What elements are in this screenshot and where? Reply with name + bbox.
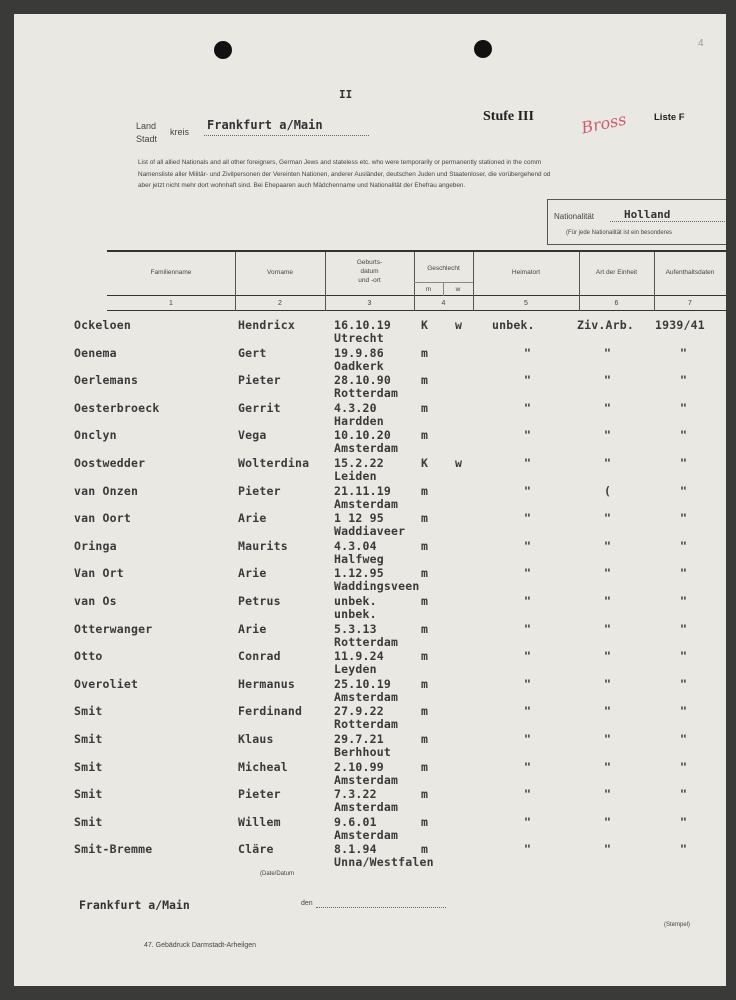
cell-heimatort: " [524, 649, 532, 664]
table-top-rule [107, 250, 726, 252]
page-mark: 4 [698, 38, 704, 49]
cell-aufenthaltsdaten: " [680, 594, 688, 608]
table-row [14, 594, 726, 621]
cell-sex-m: m [421, 483, 429, 498]
cell-vorname: Petrus [238, 594, 281, 608]
cell-sex-m: m [421, 704, 429, 719]
cell-art-der-einheit: " [604, 676, 612, 691]
cell-art-der-einheit: " [604, 400, 612, 415]
liste-label: Liste F [654, 112, 685, 123]
cell-sex-m: m [421, 511, 429, 526]
punch-hole-left [214, 41, 232, 59]
cell-familienname: Otterwanger [74, 621, 153, 636]
table-row [14, 318, 726, 345]
nationality-note: (Für jede Nationalität ist ein besonderes [566, 230, 673, 236]
cell-art-der-einheit: " [604, 787, 612, 802]
cell-vorname: Willem [238, 814, 281, 829]
cell-familienname: Smit [74, 814, 103, 829]
printer-note: 47. Gebädruck Darmstadt-Arheilgen [144, 942, 257, 949]
cell-vorname: Wolterdina [238, 456, 310, 470]
cell-familienname: Smit [74, 759, 103, 774]
cell-art-der-einheit: " [604, 842, 612, 857]
cell-heimatort: " [524, 704, 532, 719]
cell-art-der-einheit: " [604, 345, 612, 360]
cell-sex-m: m [421, 676, 429, 691]
cell-heimatort: " [524, 759, 532, 774]
cell-heimatort: " [524, 345, 532, 360]
table-row [14, 566, 726, 593]
cell-art-der-einheit: " [604, 814, 612, 829]
kreis-value: Frankfurt a/Main [207, 118, 323, 132]
cell-aufenthaltsdaten: " [680, 345, 688, 360]
col-number: 1 [169, 300, 173, 307]
col-number: 2 [278, 300, 282, 307]
cell-familienname: Overoliet [74, 676, 139, 691]
cell-geburtsort: Amsterdam [334, 827, 399, 842]
cell-geburtsdatum: unbek. [334, 594, 377, 608]
cell-vorname: Micheal [238, 759, 288, 774]
header-art-der-einheit: Art der Einheit [595, 269, 638, 276]
col-number: 3 [367, 300, 372, 307]
cell-heimatort: " [524, 787, 532, 802]
cell-geburtsort: Leyden [334, 662, 377, 677]
table-row [14, 539, 726, 566]
nationality-box [547, 199, 726, 245]
cell-familienname: Oostwedder [74, 456, 146, 470]
cell-familienname: Smit [74, 787, 103, 802]
cell-art-der-einheit: " [604, 649, 612, 664]
instructions-text: List of all allied Nationals and all other foreigners, German Jews and stateless etc. who were temporarily or permanently stationed in the comm Namensliste aller Militär- und Zivilpersonen der Vereinten Nationen, anderer Ausländer, deutschen Juden und Staatenloser, die vorübergehend od aber jetzt nicht mehr dort wohnhaft sind. Bei Ehepaaren auch Mädchenname und Nationalität der Ehefrau angeben. [138, 159, 551, 189]
table-row [14, 649, 726, 676]
cell-aufenthaltsdaten: " [680, 842, 688, 857]
cell-geburtsort: Amsterdam [334, 496, 399, 511]
cell-geburtsdatum: 5.3.13 [334, 621, 377, 636]
cell-geburtsort: Berhhout [334, 745, 391, 759]
cell-sex-m: m [421, 538, 429, 553]
stempel-caption: (Stempel) [664, 922, 691, 928]
header-geburtsdatum: Geburts- datum und -ort [356, 259, 383, 284]
cell-familienname: Smit-Bremme [74, 842, 153, 857]
cell-heimatort: " [524, 842, 532, 857]
date-caption: (Date/Datum [260, 871, 295, 877]
cell-geburtsdatum: 8.1.94 [334, 842, 377, 857]
nationality-label: Nationalität [554, 212, 595, 221]
cell-heimatort: " [524, 511, 532, 526]
cell-heimatort: " [524, 483, 532, 498]
cell-sex-m: K [421, 456, 429, 470]
footer-place: Frankfurt a/Main [79, 898, 190, 912]
cell-geburtsort: Utrecht [334, 331, 384, 345]
header-rule [107, 295, 726, 296]
punch-hole-right [474, 40, 492, 58]
cell-sex-m: m [421, 373, 429, 388]
table-row [14, 401, 726, 428]
cell-sex-m: m [421, 621, 429, 636]
cell-aufenthaltsdaten: " [680, 566, 688, 581]
cell-heimatort: " [524, 400, 532, 415]
cell-art-der-einheit: " [604, 428, 612, 443]
header-heimatort: Heimatort [511, 269, 541, 276]
cell-geburtsort: Rotterdam [334, 386, 399, 401]
table-row [14, 346, 726, 373]
cell-art-der-einheit: " [604, 511, 612, 526]
cell-geburtsort: unbek. [334, 607, 377, 621]
cell-geburtsdatum: 11.9.24 [334, 649, 384, 664]
cell-geburtsdatum: 27.9.22 [334, 704, 384, 719]
cell-vorname: Arie [238, 511, 267, 526]
cell-vorname: Ferdinand [238, 704, 303, 719]
cell-geburtsdatum: 19.9.86 [334, 345, 384, 360]
cell-vorname: Arie [238, 621, 267, 636]
cell-geburtsort: Hardden [334, 413, 384, 428]
cell-vorname: Klaus [238, 732, 274, 746]
cell-heimatort: " [524, 538, 532, 553]
cell-sex-w: w [455, 456, 463, 470]
cell-geburtsdatum: 15.2.22 [334, 456, 384, 470]
land-stadt-label: Land Stadt [136, 121, 158, 144]
cell-aufenthaltsdaten: " [680, 704, 688, 719]
cell-art-der-einheit: Ziv.Arb. [577, 318, 634, 332]
kreis-label: kreis [170, 127, 190, 137]
cell-geburtsort: Amsterdam [334, 689, 399, 704]
col-number: 7 [688, 300, 692, 307]
cell-familienname: van Onzen [74, 483, 139, 498]
cell-familienname: Otto [74, 649, 103, 664]
colnum-rule [107, 310, 726, 311]
cell-vorname: Gert [238, 345, 267, 360]
cell-geburtsdatum: 29.7.21 [334, 732, 384, 746]
cell-sex-m: m [421, 759, 429, 774]
header-vorname: Vorname [266, 269, 294, 276]
cell-aufenthaltsdaten: " [680, 676, 688, 691]
cell-geburtsdatum: 10.10.20 [334, 428, 391, 443]
cell-aufenthaltsdaten: " [680, 759, 688, 774]
cell-heimatort: " [524, 732, 532, 746]
cell-sex-m: K [421, 318, 429, 332]
cell-art-der-einheit: " [604, 373, 612, 388]
cell-geburtsort: Leiden [334, 469, 377, 483]
cell-geburtsdatum: 1.12.95 [334, 566, 384, 581]
table-row [14, 732, 726, 759]
cell-heimatort: " [524, 621, 532, 636]
cell-familienname: van Os [74, 594, 117, 608]
cell-familienname: Oenema [74, 345, 117, 360]
cell-aufenthaltsdaten: " [680, 400, 688, 415]
footer-den-label: den [301, 900, 313, 907]
cell-vorname: Maurits [238, 538, 288, 553]
header-aufenthaltsdaten: Aufenthaltsdaten [665, 269, 715, 276]
cell-art-der-einheit: " [604, 621, 612, 636]
cell-geburtsort: Unna/Westfalen [334, 855, 434, 870]
cell-familienname: van Oort [74, 511, 131, 526]
cell-geburtsdatum: 4.3.04 [334, 538, 377, 553]
cell-familienname: Oesterbroeck [74, 400, 160, 415]
table-row [14, 428, 726, 455]
cell-heimatort: " [524, 566, 532, 581]
cell-sex-m: m [421, 649, 429, 664]
cell-geburtsdatum: 21.11.19 [334, 483, 391, 498]
cell-vorname: Pieter [238, 483, 281, 498]
cell-vorname: Vega [238, 428, 267, 443]
cell-aufenthaltsdaten: " [680, 538, 688, 553]
cell-art-der-einheit: " [604, 538, 612, 553]
cell-geburtsort: Rotterdam [334, 634, 399, 649]
cell-geburtsort: Amsterdam [334, 441, 399, 456]
cell-vorname: Hendricx [238, 318, 295, 332]
cell-vorname: Cläre [238, 842, 274, 857]
cell-sex-m: m [421, 842, 429, 857]
cell-aufenthaltsdaten: 1939/41 [655, 318, 705, 332]
cell-familienname: Smit [74, 704, 103, 719]
cell-geburtsdatum: 16.10.19 [334, 318, 391, 332]
cell-geburtsort: Oadkerk [334, 358, 384, 373]
header-geschlecht: Geschlecht [427, 265, 460, 272]
cell-familienname: Oerlemans [74, 373, 139, 388]
cell-geburtsdatum: 1 12 95 [334, 511, 384, 526]
cell-art-der-einheit: " [604, 732, 612, 746]
table-row [14, 787, 726, 814]
cell-geburtsort: Waddingsveen [334, 579, 420, 594]
cell-familienname: Ockeloen [74, 318, 131, 332]
table-row [14, 842, 726, 869]
cell-heimatort: " [524, 814, 532, 829]
table-row [14, 815, 726, 842]
cell-vorname: Pieter [238, 787, 281, 802]
cell-art-der-einheit: ( [604, 483, 612, 498]
table-row [14, 622, 726, 649]
cell-geburtsort: Amsterdam [334, 800, 399, 815]
cell-sex-m: m [421, 345, 429, 360]
cell-sex-w: w [455, 318, 463, 332]
cell-art-der-einheit: " [604, 704, 612, 719]
cell-aufenthaltsdaten: " [680, 621, 688, 636]
handwritten-annotation: Bross [579, 109, 628, 138]
cell-geburtsdatum: 4.3.20 [334, 400, 377, 415]
cell-familienname: Oringa [74, 538, 117, 553]
cell-art-der-einheit: " [604, 566, 612, 581]
cell-sex-m: m [421, 594, 429, 608]
cell-sex-m: m [421, 428, 429, 443]
header-w: w [455, 286, 461, 293]
col-number: 4 [441, 300, 446, 307]
table-row [14, 677, 726, 704]
cell-geburtsort: Halfweg [334, 551, 384, 566]
roman-numeral: II [339, 88, 353, 101]
cell-aufenthaltsdaten: " [680, 373, 688, 388]
cell-vorname: Arie [238, 566, 267, 581]
cell-art-der-einheit: " [604, 759, 612, 774]
table-row [14, 760, 726, 787]
header-familienname: Familienname [150, 269, 192, 276]
cell-sex-m: m [421, 566, 429, 581]
cell-geburtsdatum: 25.10.19 [334, 676, 391, 691]
cell-aufenthaltsdaten: " [680, 511, 688, 526]
cell-vorname: Conrad [238, 649, 281, 664]
document-page [14, 14, 726, 986]
cell-heimatort: unbek. [492, 318, 535, 332]
cell-art-der-einheit: " [604, 456, 612, 470]
cell-aufenthaltsdaten: " [680, 814, 688, 829]
cell-geburtsdatum: 7.3.22 [334, 787, 377, 802]
cell-geburtsort: Rotterdam [334, 717, 399, 732]
cell-aufenthaltsdaten: " [680, 483, 688, 498]
cell-art-der-einheit: " [604, 594, 612, 608]
col-number: 6 [614, 300, 619, 307]
cell-familienname: Onclyn [74, 428, 117, 443]
cell-geburtsort: Amsterdam [334, 772, 399, 787]
cell-sex-m: m [421, 400, 429, 415]
cell-sex-m: m [421, 814, 429, 829]
col-number: 5 [524, 300, 528, 307]
stufe-label: Stufe III [483, 109, 534, 124]
cell-aufenthaltsdaten: " [680, 456, 688, 470]
table-row [14, 511, 726, 538]
table-row [14, 456, 726, 483]
cell-geburtsdatum: 28.10.90 [334, 373, 391, 388]
cell-aufenthaltsdaten: " [680, 649, 688, 664]
cell-aufenthaltsdaten: " [680, 732, 688, 746]
table-row [14, 373, 726, 400]
cell-vorname: Pieter [238, 373, 281, 388]
cell-vorname: Hermanus [238, 676, 295, 691]
cell-heimatort: " [524, 676, 532, 691]
table-row [14, 484, 726, 511]
cell-vorname: Gerrit [238, 400, 281, 415]
header-m: m [425, 286, 432, 293]
cell-sex-m: m [421, 787, 429, 802]
cell-heimatort: " [524, 428, 532, 443]
cell-aufenthaltsdaten: " [680, 428, 688, 443]
cell-sex-m: m [421, 732, 429, 746]
nationality-value: Holland [624, 208, 671, 221]
cell-familienname: Van Ort [74, 566, 124, 581]
cell-heimatort: " [524, 373, 532, 388]
cell-aufenthaltsdaten: " [680, 787, 688, 802]
cell-geburtsdatum: 9.6.01 [334, 814, 377, 829]
cell-geburtsort: Waddiaveer [334, 524, 406, 539]
cell-familienname: Smit [74, 732, 103, 746]
cell-heimatort: " [524, 594, 532, 608]
cell-geburtsdatum: 2.10.99 [334, 759, 384, 774]
cell-heimatort: " [524, 456, 532, 470]
table-row [14, 704, 726, 731]
